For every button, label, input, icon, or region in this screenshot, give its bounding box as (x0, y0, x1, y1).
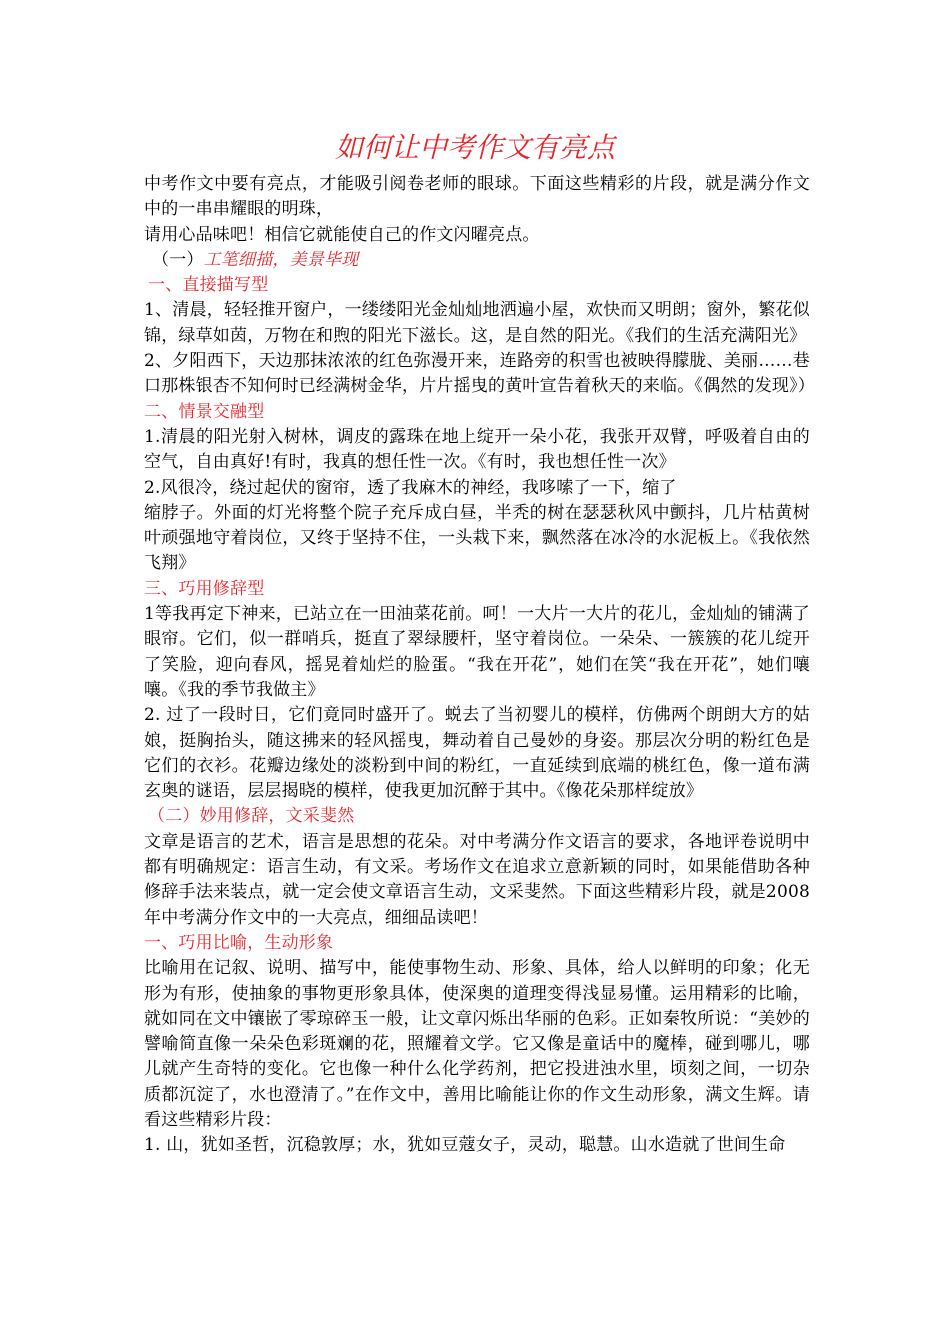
section-1-prefix: （一） (152, 249, 204, 270)
subsection-1-2-heading: 二、情景交融型 (144, 401, 265, 422)
paragraph-1-1-2: 2、夕阳西下，天边那抹浓浓的红色弥漫开来，连路旁的积雪也被映得朦胧、美丽……巷口那株银杏不知何时已经满树金华，片片摇曳的黄叶宣告着秋天的来临。《偶然的发现》） (144, 351, 815, 397)
section-2-intro: 文章是语言的艺术，语言是思想的花朵。对中考满分作文语言的要求，各地评卷说明中都有明确规定：语言生动，有文采。考场作文在追求立意新颖的同时，如果能借助各种修辞手法来装点，就一定会使文章语言生动，文采斐然。下面这些精彩片段，就是2008年中考满分作文中的一大亮点，细细品读吧！ (144, 831, 810, 928)
paragraph-2-1-1: 比喻用在记叙、说明、描写中，能使事物生动、形象、具体，给人以鲜明的印象；化无形为有形，使抽象的事物更形象具体，使深奥的道理变得浅显易懂。运用精彩的比喻，就如同在文中镶嵌了零琼碎玉一般，让文章闪烁出华丽的色彩。正如秦牧所说：“美妙的譬喻简直像一朵朵色彩斑斓的花，照耀着文学。它又像是童话中的魔棒，碰到哪儿，哪儿就产生奇特的变化。它也像一种什么化学药剂，把它投进浊水里，顷刻之间，一切杂质都沉淀了，水也澄清了。”在作文中，善用比喻能让你的作文生动形象，满文生辉。请看这些精彩片段： (144, 958, 810, 1130)
section-1-heading (144, 248, 810, 273)
intro-paragraph-1: 中考作文中要有亮点，才能吸引阅卷老师的眼球。下面这些精彩的片段，就是满分作文中的一串串耀眼的明珠， (144, 174, 810, 220)
paragraph-1-1-1: 1、清晨，轻轻推开窗户，一缕缕阳光金灿灿地洒遍小屋，欢快而又明朗；窗外，繁花似锦，绿草如茵，万物在和煦的阳光下滋长。这，是自然的阳光。《我们的生活充满阳光》 (144, 300, 810, 346)
section-1-title: 工笔细描，美景毕现 (203, 249, 359, 270)
document-title: 如何让中考作文有亮点 (334, 131, 615, 164)
paragraph-1-2-2a: 2.风很冷，绕过起伏的窗帘，透了我麻木的神经，我哆嗦了一下，缩了 (144, 477, 677, 498)
paragraph-1-2-2b: 缩脖子。外面的灯光将整个院子充斥成白昼，半秃的树在瑟瑟秋风中颤抖，几片枯黄树叶顽强地守着岗位，又终于坚持不住，一头栽下来，飘然落在冰冷的水泥板上。《我依然飞翔》 (144, 502, 810, 574)
paragraph-1-2-1: 1.清晨的阳光射入树林，调皮的露珠在地上绽开一朵小花，我张开双臂，呼吸着自由的空气，自由真好!有时，我真的想任性一次。《有时，我也想任性一次》 (144, 426, 810, 473)
section-2-heading: （二）妙用修辞，文采斐然 (148, 806, 355, 827)
intro-paragraph-2: 请用心品味吧！相信它就能使自己的作文闪曜亮点。 (144, 224, 540, 245)
subsection-2-1-heading: 一、巧用比喻，生动形象 (144, 932, 334, 953)
paragraph-1-3-2: 2. 过了一段时日，它们竟同时盛开了。蜕去了当初婴儿的模样，仿佛两个朗朗大方的姑娘，挺胸抬头，随这拂来的轻风摇曳，舞动着自己曼妙的身姿。那层次分明的粉红色是它们的衣衫。花瓣边缘处的淡粉到中间的粉红，一直延续到底端的桃红色，像一道布满玄奥的谜语，层层揭晓的模样，使我更加沉醉于其中。《像花朵那样绽放》 (144, 705, 810, 802)
paragraph-1-3-1: 1等我再定下神来，已站立在一田油菜花前。呵！一大片一大片的花儿，金灿灿的铺满了眼帘。它们，似一群哨兵，挺直了翠绿腰杆，坚守着岗位。一朵朵、一簇簇的花儿绽开了笑脸，迎向春风，摇晃着灿烂的脸蛋。“我在开花”，她们在笑“我在开花”，她们嚷嚷。《我的季节我做主》 (144, 604, 810, 700)
document-body (144, 172, 815, 1159)
subsection-1-1-heading: 一、直接描写型 (148, 275, 269, 296)
subsection-1-3-heading: 三、巧用修辞型 (144, 578, 265, 599)
paragraph-2-1-2: 1. 山，犹如圣哲，沉稳敦厚；水，犹如豆蔻女子，灵动，聪慧。山水造就了世间生命 (144, 1135, 786, 1156)
